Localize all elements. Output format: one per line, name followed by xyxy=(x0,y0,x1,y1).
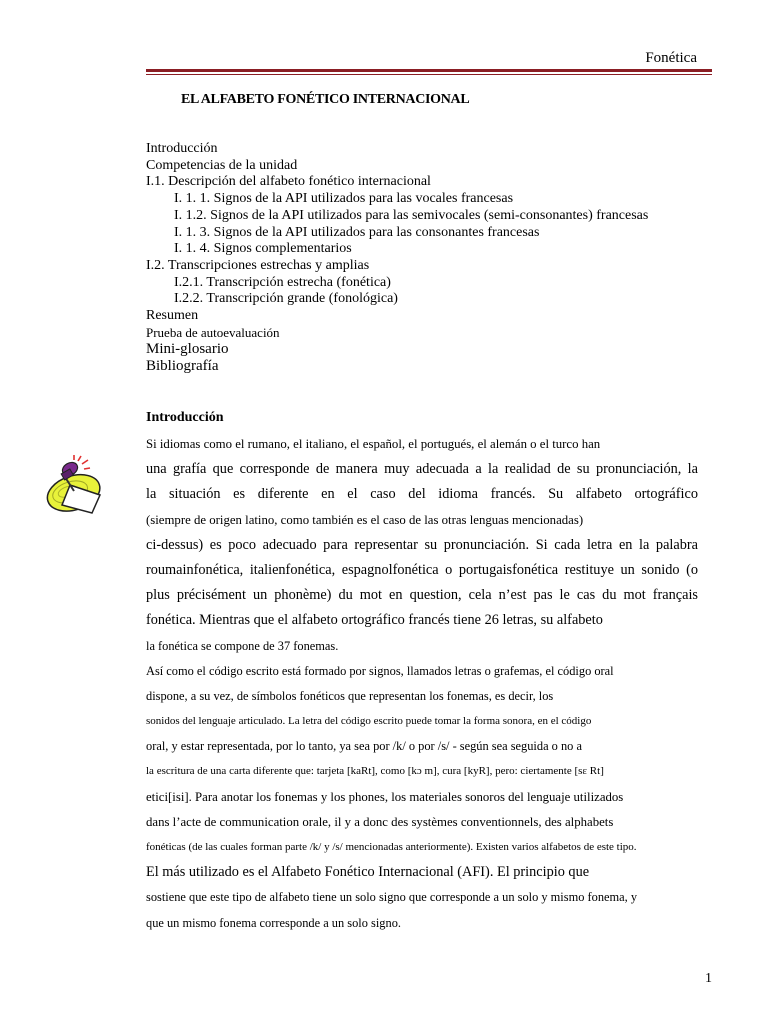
toc-item: Resumen xyxy=(146,308,199,324)
toc-item: Competencias de la unidad xyxy=(146,157,298,173)
paragraph-line: roumainfonética, italienfonética, espagnolfonética o portugaisfonética restituye un sonido (o xyxy=(146,561,698,578)
toc-item: I.2. Transcripciones estrechas y amplias xyxy=(146,257,370,273)
toc-item: I. 1. 3. Signos de la API utilizados para las consonantes francesas xyxy=(174,224,540,240)
toc-item: Bibliografía xyxy=(146,358,219,375)
header-rule-thin xyxy=(146,74,712,75)
document-title: EL ALFABETO FONÉTICO INTERNACIONAL xyxy=(181,92,470,107)
paragraph-line: (siempre de origen latino, como también es el caso de las otras lenguas mencionadas) xyxy=(146,512,584,527)
paragraph-line: dans l’acte de communication orale, il y a donc des systèmes conventionnels, des alphabets xyxy=(146,814,614,829)
toc-item: Mini-glosario xyxy=(146,341,229,358)
paragraph-line: fonética. Mientras que el alfabeto ortográfico francés tiene 26 letras, su alfabeto xyxy=(146,612,603,629)
paragraph-line: El más utilizado es el Alfabeto Fonético Internacional (AFI). El principio que xyxy=(146,864,590,881)
paragraph-line: ci-dessus) es poco adecuado para representar su pronunciación. Si cada letra en la palabra xyxy=(146,536,698,553)
paragraph-line: la situación es diferente en el caso del idioma francés. Su alfabeto ortográfico xyxy=(146,486,698,503)
toc-item: Introducción xyxy=(146,141,218,156)
table-of-contents xyxy=(146,141,716,375)
toc-item: I. 1.2. Signos de la API utilizados para las semivocales (semi-consonantes) francesas xyxy=(174,207,649,223)
paragraph-line: plus précisément un phonème) du mot en question, cela n’est pas le cas du mot français xyxy=(146,587,698,604)
paragraph-line: fonéticas (de las cuales forman parte /k/ y /s/ mencionadas anteriormente). Existen varios alfabetos de este tipo. xyxy=(146,841,637,853)
toc-item: I. 1. 1. Signos de la API utilizados para las vocales francesas xyxy=(174,191,514,207)
paragraph-line: Si idiomas como el rumano, el italiano, el español, el portugués, el alemán o el turco han xyxy=(146,437,601,451)
toc-item: I.2.2. Transcripción grande (fonológica) xyxy=(174,291,398,307)
section-heading-introduction: Introducción xyxy=(146,410,224,425)
paragraph-line: sostiene que este tipo de alfabeto tiene un solo signo que corresponde a un solo y mismo fonema, y xyxy=(146,890,638,905)
paragraph-line: dispone, a su vez, de símbolos fonéticos que representan los fonemas, es decir, los xyxy=(146,688,554,703)
toc-item: I. 1. 4. Signos complementarios xyxy=(174,241,352,257)
running-header: Fonética xyxy=(645,50,697,66)
header-rule-thick xyxy=(146,69,712,72)
paragraph-line: la fonética se compone de 37 fonemas. xyxy=(146,638,339,653)
toc-item: I.2.1. Transcripción estrecha (fonética) xyxy=(174,274,391,290)
pushpin-note-icon xyxy=(40,455,106,517)
introduction-body xyxy=(146,432,698,936)
toc-item: Prueba de autoevaluación xyxy=(146,324,280,340)
paragraph-line: la escritura de una carta diferente que: tarjeta [kaRt], como [kɔ m], cura [kyR], pero: ciertamente [sɛ Rt] xyxy=(146,765,604,778)
paragraph-line: oral, y estar representada, por lo tanto, ya sea por /k/ o por /s/ - según sea seguida o no a xyxy=(146,739,582,754)
paragraph-line: sonidos del lenguaje articulado. La letra del código escrito puede tomar la forma sonora, en el código xyxy=(146,715,592,728)
paragraph-line: una grafía que corresponde de manera muy adecuada a la realidad de su pronunciación, la xyxy=(146,461,698,478)
paragraph-line: Así como el código escrito está formado por signos, llamados letras o grafemas, el código oral xyxy=(146,663,614,678)
toc-item: I.1. Descripción del alfabeto fonético internacional xyxy=(146,174,431,190)
paragraph-line: que un mismo fonema corresponde a un solo signo. xyxy=(146,915,401,930)
page-number: 1 xyxy=(705,971,712,986)
paragraph-line: etici[isi]. Para anotar los fonemas y los phones, los materiales sonoros del lenguaje utilizados xyxy=(146,789,624,804)
